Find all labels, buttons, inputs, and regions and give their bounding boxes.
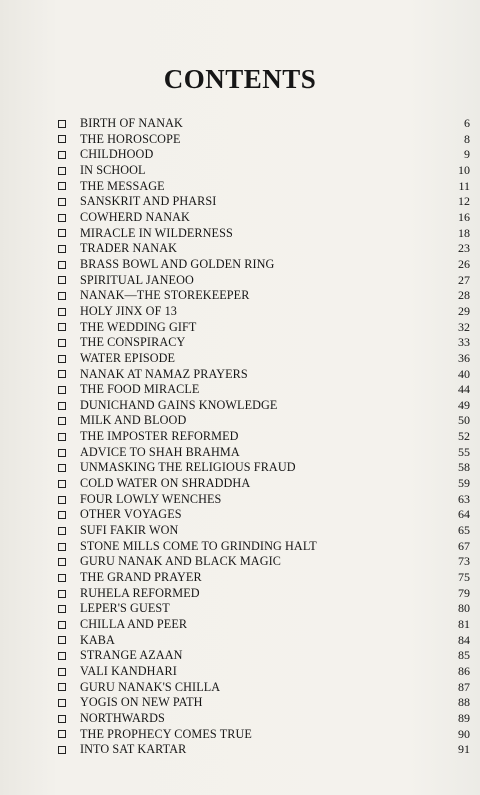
toc-entry-title: NANAK AT NAMAZ PRAYERS xyxy=(80,366,248,381)
checkbox-square-icon xyxy=(58,621,66,629)
toc-entry-page-number: 44 xyxy=(458,382,470,397)
toc-entry-page-number: 87 xyxy=(458,679,470,694)
toc-entry-title: NANAK—THE STOREKEEPER xyxy=(80,288,250,303)
toc-entry-page-number: 84 xyxy=(458,632,470,647)
toc-entry-page-number: 89 xyxy=(458,710,470,725)
toc-entry xyxy=(58,367,472,383)
toc-entry xyxy=(58,648,472,664)
toc-entry-title: DUNICHAND GAINS KNOWLEDGE xyxy=(80,397,278,412)
toc-entry xyxy=(58,460,472,476)
checkbox-square-icon xyxy=(58,167,66,175)
checkbox-square-icon xyxy=(58,652,66,660)
table-of-contents xyxy=(58,116,472,758)
toc-entry-page-number: 11 xyxy=(458,178,470,193)
toc-entry-page-number: 23 xyxy=(458,241,470,256)
toc-entry-page-number: 65 xyxy=(458,523,470,538)
page-title: CONTENTS xyxy=(163,64,317,94)
toc-entry xyxy=(58,398,472,414)
toc-entry xyxy=(58,539,472,555)
toc-entry xyxy=(58,601,472,617)
toc-entry-title: LEPER'S GUEST xyxy=(80,601,170,616)
checkbox-square-icon xyxy=(58,120,66,128)
checkbox-square-icon xyxy=(58,636,66,644)
toc-entry-page-number: 10 xyxy=(458,162,470,177)
toc-entry-page-number: 32 xyxy=(458,319,470,334)
toc-entry-title: TRADER NANAK xyxy=(80,241,178,256)
toc-entry-title: BRASS BOWL AND GOLDEN RING xyxy=(80,256,275,271)
checkbox-square-icon xyxy=(58,151,66,159)
toc-entry-page-number: 18 xyxy=(458,225,470,240)
checkbox-square-icon xyxy=(58,417,66,425)
toc-entry-title: CHILLA AND PEER xyxy=(80,617,188,631)
toc-entry-title: THE PROPHECY COMES TRUE xyxy=(80,726,252,741)
toc-entry-page-number: 85 xyxy=(458,648,470,663)
toc-entry-title: SPIRITUAL JANEOO xyxy=(80,272,194,287)
toc-entry-title: VALI KANDHARI xyxy=(80,663,177,678)
checkbox-square-icon xyxy=(58,668,66,676)
toc-entry xyxy=(58,273,472,289)
checkbox-square-icon xyxy=(58,182,66,190)
toc-entry xyxy=(58,351,472,367)
toc-entry-page-number: 16 xyxy=(458,209,470,224)
toc-entry-page-number: 6 xyxy=(464,116,470,130)
checkbox-square-icon xyxy=(58,355,66,363)
toc-entry-page-number: 26 xyxy=(458,256,470,271)
checkbox-square-icon xyxy=(58,261,66,269)
toc-entry xyxy=(58,507,472,523)
toc-entry-title: THE GRAND PRAYER xyxy=(80,570,202,585)
checkbox-square-icon xyxy=(58,480,66,488)
toc-entry xyxy=(58,116,472,132)
checkbox-square-icon xyxy=(58,323,66,331)
checkbox-square-icon xyxy=(58,464,66,472)
checkbox-square-icon xyxy=(58,730,66,738)
checkbox-square-icon xyxy=(58,511,66,519)
toc-entry-page-number: 33 xyxy=(458,335,470,350)
toc-entry xyxy=(58,570,472,586)
toc-entry-title: SUFI FAKIR WON xyxy=(80,523,179,538)
toc-entry-title: COWHERD NANAK xyxy=(80,209,190,224)
toc-entry-page-number: 75 xyxy=(458,570,470,585)
toc-entry-title: YOGIS ON NEW PATH xyxy=(80,695,203,710)
toc-entry xyxy=(58,492,472,508)
toc-entry-title: THE MESSAGE xyxy=(80,178,165,193)
checkbox-square-icon xyxy=(58,370,66,378)
toc-entry-title: UNMASKING THE RELIGIOUS FRAUD xyxy=(80,460,296,475)
toc-entry-page-number: 64 xyxy=(458,507,470,522)
toc-entry-page-number: 79 xyxy=(458,585,470,600)
toc-entry-title: THE CONSPIRACY xyxy=(80,335,186,350)
checkbox-square-icon xyxy=(58,276,66,284)
toc-entry-title: NORTHWARDS xyxy=(80,710,165,725)
checkbox-square-icon xyxy=(58,308,66,316)
toc-entry xyxy=(58,586,472,602)
toc-entry-title: THE FOOD MIRACLE xyxy=(80,382,200,397)
toc-entry xyxy=(58,711,472,727)
checkbox-square-icon xyxy=(58,245,66,253)
toc-entry-title: SANSKRIT AND PHARSI xyxy=(80,194,217,209)
checkbox-square-icon xyxy=(58,699,66,707)
toc-entry xyxy=(58,257,472,273)
toc-entry-page-number: 91 xyxy=(458,742,470,757)
toc-entry xyxy=(58,194,472,210)
checkbox-square-icon xyxy=(58,386,66,394)
toc-entry-title: CHILDHOOD xyxy=(80,147,154,162)
toc-entry-page-number: 12 xyxy=(458,194,470,209)
checkbox-square-icon xyxy=(58,543,66,551)
toc-entry-page-number: 8 xyxy=(464,131,470,146)
toc-entry-page-number: 52 xyxy=(458,429,470,444)
toc-entry-title: IN SCHOOL xyxy=(80,162,146,177)
toc-entry-page-number: 29 xyxy=(458,303,470,318)
toc-entry xyxy=(58,695,472,711)
toc-entry-title: STRANGE AZAAN xyxy=(80,648,183,663)
toc-entry-page-number: 80 xyxy=(458,601,470,616)
toc-entry-title: RUHELA REFORMED xyxy=(80,585,200,600)
checkbox-square-icon xyxy=(58,402,66,410)
checkbox-square-icon xyxy=(58,605,66,613)
toc-entry-page-number: 50 xyxy=(458,413,470,428)
checkbox-square-icon xyxy=(58,292,66,300)
toc-entry-title: KABA xyxy=(80,632,115,647)
toc-entry-page-number: 9 xyxy=(464,147,470,162)
toc-entry-page-number: 81 xyxy=(458,617,470,631)
toc-entry xyxy=(58,241,472,257)
toc-entry xyxy=(58,179,472,195)
toc-entry-title: GURU NANAK AND BLACK MAGIC xyxy=(80,554,281,569)
toc-entry xyxy=(58,382,472,398)
toc-entry xyxy=(58,554,472,570)
toc-entry xyxy=(58,226,472,242)
toc-entry-title: FOUR LOWLY WENCHES xyxy=(80,491,222,506)
toc-entry xyxy=(58,523,472,539)
checkbox-square-icon xyxy=(58,590,66,598)
checkbox-square-icon xyxy=(58,496,66,504)
toc-entry-page-number: 88 xyxy=(458,695,470,710)
toc-entry-title: THE HOROSCOPE xyxy=(80,131,181,146)
toc-entry-page-number: 28 xyxy=(458,288,470,303)
toc-entry-page-number: 40 xyxy=(458,366,470,381)
toc-entry-page-number: 73 xyxy=(458,554,470,569)
toc-entry-page-number: 86 xyxy=(458,663,470,678)
toc-entry-title: STONE MILLS COME TO GRINDING HALT xyxy=(80,538,317,553)
checkbox-square-icon xyxy=(58,339,66,347)
toc-entry-title: THE IMPOSTER REFORMED xyxy=(80,429,239,444)
toc-entry-title: OTHER VOYAGES xyxy=(80,507,182,522)
toc-entry-page-number: 36 xyxy=(458,350,470,365)
toc-entry-page-number: 90 xyxy=(458,726,470,741)
toc-entry-title: BIRTH OF NANAK xyxy=(80,116,183,130)
toc-entry xyxy=(58,429,472,445)
toc-entry-title: INTO SAT KARTAR xyxy=(80,742,187,757)
checkbox-square-icon xyxy=(58,683,66,691)
toc-entry xyxy=(58,210,472,226)
checkbox-square-icon xyxy=(58,746,66,754)
toc-entry-page-number: 67 xyxy=(458,538,470,553)
checkbox-square-icon xyxy=(58,214,66,222)
checkbox-square-icon xyxy=(58,715,66,723)
toc-entry-title: ADVICE TO SHAH BRAHMA xyxy=(80,444,240,459)
toc-entry-title: WATER EPISODE xyxy=(80,350,176,365)
toc-entry xyxy=(58,163,472,179)
checkbox-square-icon xyxy=(58,198,66,206)
toc-entry xyxy=(58,680,472,696)
toc-entry-page-number: 49 xyxy=(458,397,470,412)
toc-entry-title: MILK AND BLOOD xyxy=(80,413,187,428)
toc-entry xyxy=(58,742,472,758)
toc-entry xyxy=(58,304,472,320)
toc-entry xyxy=(58,727,472,743)
checkbox-square-icon xyxy=(58,558,66,566)
toc-entry xyxy=(58,288,472,304)
toc-entry-page-number: 27 xyxy=(458,272,470,287)
toc-entry xyxy=(58,633,472,649)
toc-entry-page-number: 55 xyxy=(458,444,470,459)
toc-entry-title: GURU NANAK'S CHILLA xyxy=(80,679,221,694)
toc-entry xyxy=(58,147,472,163)
toc-entry xyxy=(58,664,472,680)
toc-entry-title: MIRACLE IN WILDERNESS xyxy=(80,225,233,240)
checkbox-square-icon xyxy=(58,449,66,457)
toc-entry-title: COLD WATER ON SHRADDHA xyxy=(80,476,251,491)
toc-entry-page-number: 59 xyxy=(458,476,470,491)
toc-entry xyxy=(58,320,472,336)
toc-entry-page-number: 63 xyxy=(458,491,470,506)
checkbox-square-icon xyxy=(58,229,66,237)
checkbox-square-icon xyxy=(58,433,66,441)
checkbox-square-icon xyxy=(58,574,66,582)
toc-entry xyxy=(58,617,472,633)
toc-entry-title: HOLY JINX OF 13 xyxy=(80,303,177,318)
toc-entry xyxy=(58,335,472,351)
toc-entry xyxy=(58,413,472,429)
toc-entry-title: THE WEDDING GIFT xyxy=(80,319,197,334)
toc-entry xyxy=(58,445,472,461)
checkbox-square-icon xyxy=(58,527,66,535)
toc-entry xyxy=(58,132,472,148)
toc-entry xyxy=(58,476,472,492)
checkbox-square-icon xyxy=(58,135,66,143)
toc-entry-page-number: 58 xyxy=(458,460,470,475)
